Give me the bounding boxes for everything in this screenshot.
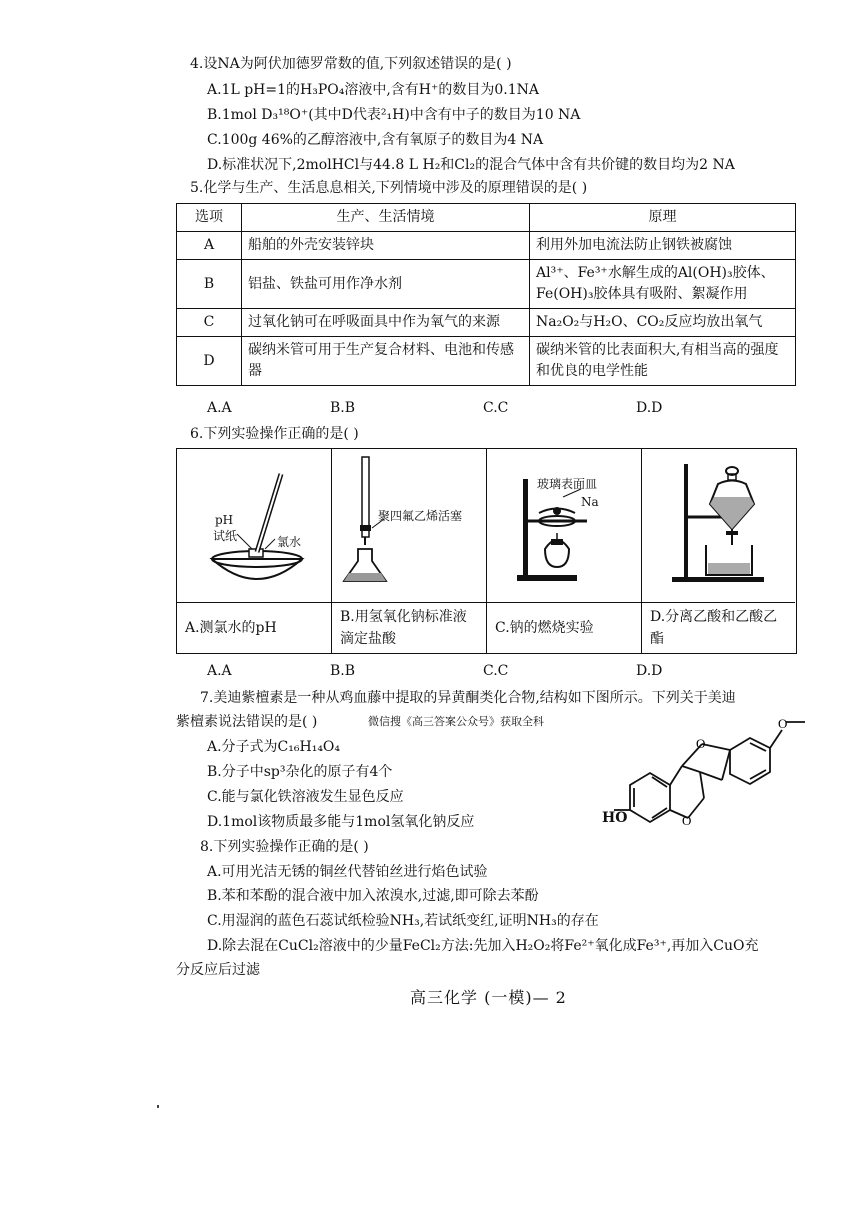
table-row bbox=[177, 260, 796, 309]
q8-option-d-continued: 分反应后过滤 bbox=[176, 962, 260, 978]
q7-option-c: C.能与氯化铁溶液发生显色反应 bbox=[207, 789, 404, 805]
medicarpin-structure bbox=[600, 700, 810, 835]
row-principle: 利用外加电流法防止钢铁被腐蚀 bbox=[530, 232, 796, 260]
q4-option-a: A.1L pH=1的H₃PO₄溶液中,含有H⁺的数目为0.1NA bbox=[207, 82, 540, 98]
q8-option-b: B.苯和苯酚的混合液中加入浓溴水,过滤,即可除去苯酚 bbox=[207, 888, 539, 904]
sodium-label: Na bbox=[581, 495, 599, 509]
row-principle: Al³⁺、Fe³⁺水解生成的Al(OH)₃胶体、Fe(OH)₃胶体具有吸附、絮凝作用 bbox=[530, 260, 796, 309]
q6-figure-grid bbox=[176, 448, 797, 654]
chlorine-water-label: 氯水 bbox=[277, 535, 302, 549]
q5-answer-b: B.B bbox=[330, 400, 356, 416]
q7-option-a: A.分子式为C₁₆H₁₄O₄ bbox=[207, 739, 341, 755]
q5-stem: 5.化学与生产、生活息息相关,下列情境中涉及的原理错误的是( ) bbox=[190, 180, 588, 196]
q5-table bbox=[176, 203, 796, 386]
sodium-combustion-illustration bbox=[487, 449, 641, 602]
row-principle: 碳纳米管的比表面积大,有相当高的强度和优良的电学性能 bbox=[530, 337, 796, 386]
table-row bbox=[177, 309, 796, 337]
header-principle: 原理 bbox=[530, 204, 796, 232]
q6-caption-a: A.测氯水的pH bbox=[177, 602, 331, 653]
q6-panel-a bbox=[177, 449, 332, 653]
row-principle: Na₂O₂与H₂O、CO₂反应均放出氧气 bbox=[530, 309, 796, 337]
row-scene: 铝盐、铁盐可用作净水剂 bbox=[242, 260, 530, 309]
q8-stem: 8.下列实验操作正确的是( ) bbox=[200, 839, 369, 855]
q6-answer-c: C.C bbox=[483, 663, 509, 679]
q6-panel-b bbox=[332, 449, 487, 653]
ptfe-stopcock-label: 聚四氟乙烯活塞 bbox=[378, 509, 463, 523]
svg-text:O: O bbox=[778, 716, 788, 731]
table-row bbox=[177, 337, 796, 386]
q4-option-d: D.标准状况下,2molHCl与44.8 L H₂和Cl₂的混合气体中含有共价键的数目均为2 NA bbox=[207, 157, 735, 173]
table-row bbox=[177, 232, 796, 260]
q5-answer-a: A.A bbox=[207, 400, 232, 416]
q6-panel-d bbox=[642, 449, 795, 653]
q7-option-d: D.1mol该物质最多能与1mol氢氧化钠反应 bbox=[207, 814, 475, 830]
q7-stem-line1: 7.美迪紫檀素是一种从鸡血藤中提取的异黄酮类化合物,结构如下图所示。下列关于美迪 bbox=[200, 690, 736, 706]
q4-stem: 4.设NA为阿伏加德罗常数的值,下列叙述错误的是( ) bbox=[190, 56, 512, 72]
row-scene: 碳纳米管可用于生产复合材料、电池和传感器 bbox=[242, 337, 530, 386]
page-footer: 高三化学 (一模)— 2 bbox=[410, 988, 567, 1007]
svg-text:O: O bbox=[682, 813, 692, 828]
ph-label: pH bbox=[215, 513, 234, 527]
watermark-text: 微信搜《高三答案公众号》获取全科 bbox=[368, 715, 544, 728]
header-option: 选项 bbox=[177, 204, 242, 232]
test-paper-label: 试纸 bbox=[213, 529, 238, 543]
q8-option-d: D.除去混在CuCl₂溶液中的少量FeCl₂方法:先加入H₂O₂将Fe²⁺氧化成Fe³⁺,再加入CuO充 bbox=[207, 938, 759, 954]
row-option: B bbox=[177, 260, 242, 309]
row-option: D bbox=[177, 337, 242, 386]
q7-option-b: B.分子中sp³杂化的原子有4个 bbox=[207, 764, 393, 780]
q6-stem: 6.下列实验操作正确的是( ) bbox=[190, 426, 359, 442]
q4-option-c: C.100g 46%的乙醇溶液中,含有氧原子的数目为4 NA bbox=[207, 132, 544, 148]
q6-caption-b: B.用氢氧化钠标准液滴定盐酸 bbox=[332, 602, 486, 653]
row-option: C bbox=[177, 309, 242, 337]
table-header-row bbox=[177, 204, 796, 232]
row-option: A bbox=[177, 232, 242, 260]
q6-panel-c bbox=[487, 449, 642, 653]
q6-answer-a: A.A bbox=[207, 663, 232, 679]
scan-speck bbox=[157, 1105, 159, 1108]
row-scene: 船舶的外壳安装锌块 bbox=[242, 232, 530, 260]
q6-answer-d: D.D bbox=[636, 663, 663, 679]
q6-caption-c: C.钠的燃烧实验 bbox=[487, 602, 641, 653]
q6-caption-d: D.分离乙酸和乙酸乙酯 bbox=[642, 602, 795, 653]
q7-stem-line2: 紫檀素说法错误的是( ) bbox=[176, 714, 318, 730]
q5-answer-c: C.C bbox=[483, 400, 509, 416]
titration-illustration bbox=[332, 449, 486, 602]
watch-glass-label: 玻璃表面皿 bbox=[537, 477, 598, 491]
separating-funnel-illustration bbox=[642, 449, 795, 602]
header-scene: 生产、生活情境 bbox=[242, 204, 530, 232]
q6-answer-b: B.B bbox=[330, 663, 356, 679]
q8-option-c: C.用湿润的蓝色石蕊试纸检验NH₃,若试纸变红,证明NH₃的存在 bbox=[207, 913, 599, 929]
svg-text:O: O bbox=[696, 736, 706, 751]
q5-answer-d: D.D bbox=[636, 400, 663, 416]
hydroxyl-label: HO bbox=[602, 810, 628, 826]
q8-option-a: A.可用光洁无锈的铜丝代替铂丝进行焰色试验 bbox=[207, 864, 488, 880]
ph-test-illustration bbox=[177, 449, 331, 602]
row-scene: 过氧化钠可在呼吸面具中作为氧气的来源 bbox=[242, 309, 530, 337]
q4-option-b: B.1mol D₃¹⁸O⁺(其中D代表²₁H)中含有中子的数目为10 NA bbox=[207, 107, 581, 123]
